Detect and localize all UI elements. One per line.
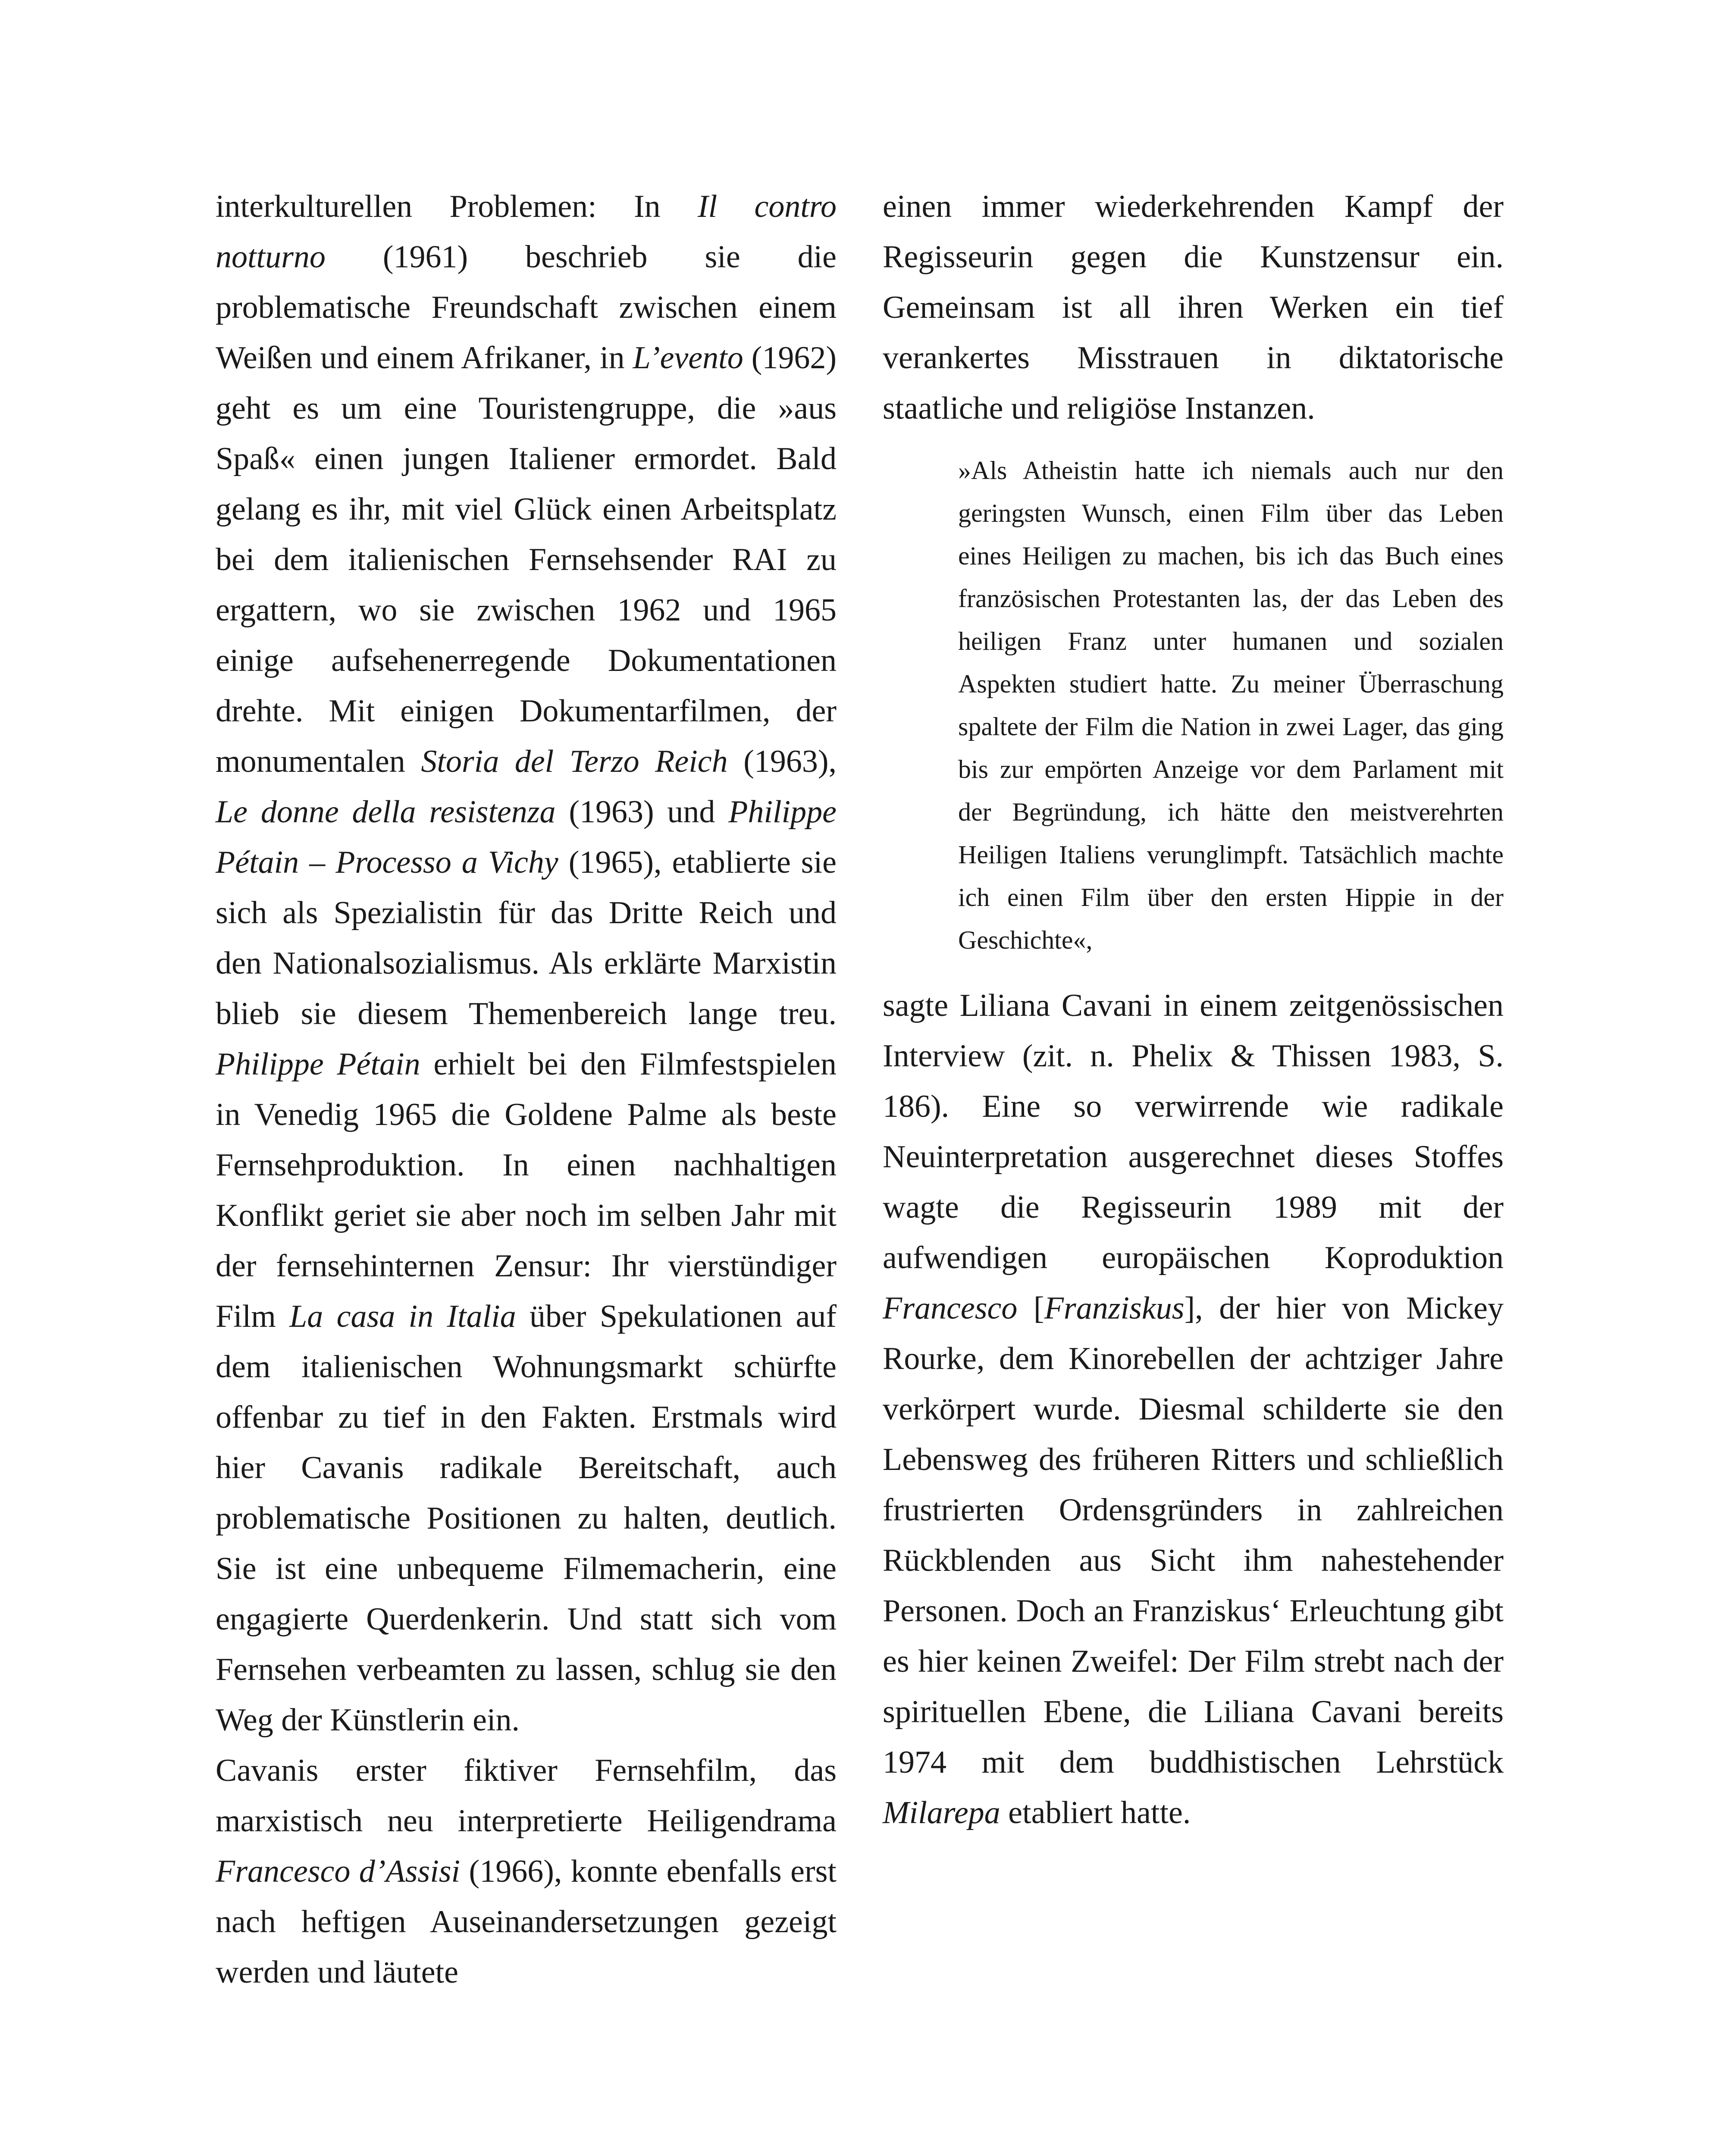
film-title: Franziskus	[1044, 1291, 1185, 1326]
film-title: Francesco d’Assisi	[216, 1854, 461, 1889]
film-title: Il contro notturno	[216, 189, 837, 275]
text-run: (1963),	[727, 744, 837, 779]
paragraph	[216, 1745, 837, 1998]
film-title: Philippe Pétain	[216, 1047, 420, 1082]
text-run: etabliert hatte.	[1000, 1795, 1191, 1830]
film-title: Le donne della resistenza	[216, 794, 556, 830]
paragraph: einen immer wiederkehrenden Kampf der Regisseurin gegen die Kunstzensur ein. Gemeinsam ist all ihren Werken ein tief verankertes Misstrauen in diktatorische staatliche und religiöse Instanzen.	[883, 189, 1504, 426]
text-run: interkulturellen Problemen: In	[216, 189, 698, 224]
paragraph	[883, 981, 1504, 1838]
paragraph	[216, 182, 837, 1745]
text-run: (1961) beschrieb sie die problematische Freundschaft zwischen einem Weißen und einem Afrikaner, in	[216, 239, 837, 376]
text-run: erhielt bei den Filmfestspielen in Venedig 1965 die Goldene Palme als beste Fernsehproduktion. In einen nachhaltigen Konflikt geriet sie aber noch im selben Jahr mit der fernsehinternen Zensur: Ihr vierstündiger Film	[216, 1047, 837, 1334]
text-run: ], der hier von Mickey Rourke, dem Kinorebellen der achtziger Jahre verkörpert wurde. Diesmal schilderte sie den Lebensweg des früheren Ritters und schließlich frustrierten Ordensgründers in zahlreichen Rückblenden aus Sicht ihm nahestehender Personen. Doch an Franziskus‘ Erleuchtung gibt es hier keinen Zweifel: Der Film strebt nach der spirituellen Ebene, die Liliana Cavani bereits 1974 mit dem buddhistischen Lehrstück	[883, 1291, 1504, 1780]
film-title: Philippe Pétain – Processo a Vichy	[216, 794, 837, 880]
text-run: (1966), konnte ebenfalls erst nach heftigen Auseinandersetzungen gezeigt werden und läutete	[216, 1854, 837, 1990]
film-title: La casa in Italia	[289, 1299, 516, 1334]
block-quote: »Als Atheistin hatte ich niemals auch nur den geringsten Wunsch, einen Film über das Leben eines Heiligen zu machen, bis ich das Buch eines französischen Protestanten las, der das Leben des heiligen Franz unter humanen und sozialen Aspekten studiert hatte. Zu meiner Überraschung spaltete der Film die Nation in zwei Lager, das ging bis zur empörten Anzeige vor dem Parlament mit der Begründung, ich hätte den meistverehrten Heiligen Italiens verunglimpft. Tatsächlich machte ich einen Film über den ersten Hippie in der Geschichte«,	[958, 456, 1504, 954]
text-run: über Spekulationen auf dem italienischen Wohnungsmarkt schürfte offenbar zu tief in den Fakten. Erstmals wird hier Cavanis radikale Bereitschaft, auch problematische Positionen zu halten, deutlich. Sie ist eine unbequeme Filmemacherin, eine engagierte Querdenkerin. Und statt sich vom Fernsehen verbeamten zu lassen, schlug sie den Weg der Künstlerin ein.	[216, 1299, 837, 1738]
film-title: Francesco	[883, 1291, 1018, 1326]
text-run: sagte Liliana Cavani in einem zeitgenössischen Interview (zit. n. Phelix & Thissen 1983, S. 186). Eine so verwirrende wie radikale Neuinterpretation ausgerechnet dieses Stoffes wagte die Regisseurin 1989 mit der aufwendigen europäischen Koproduktion	[883, 988, 1504, 1275]
text-run: (1965), etablierte sie sich als Spezialistin für das Dritte Reich und den Nationalsozialismus. Als erklärte Marxistin blieb sie diesem Themenbereich lange treu.	[216, 845, 837, 1031]
text-run: Cavanis erster fiktiver Fernsehfilm, das marxistisch neu interpretierte Heiligendrama	[216, 1753, 837, 1839]
left-column	[216, 182, 837, 1998]
film-title: Milarepa	[883, 1795, 1000, 1830]
text-run: (1962) geht es um eine Touristengruppe, die »aus Spaß« einen jungen Italiener ermordet. Bald gelang es ihr, mit viel Glück einen Arbeitsplatz bei dem italienischen Fernsehsender RAI zu ergattern, wo sie zwischen 1962 und 1965 einige aufsehenerregende Dokumentationen drehte. Mit einigen Dokumentarfilmen, der monumentalen	[216, 340, 837, 779]
film-title: Storia del Terzo Reich	[421, 744, 728, 779]
right-column	[883, 182, 1504, 1838]
text-run: [	[1017, 1291, 1044, 1326]
film-title: L’evento	[633, 340, 743, 376]
text-run: (1963) und	[555, 794, 729, 830]
